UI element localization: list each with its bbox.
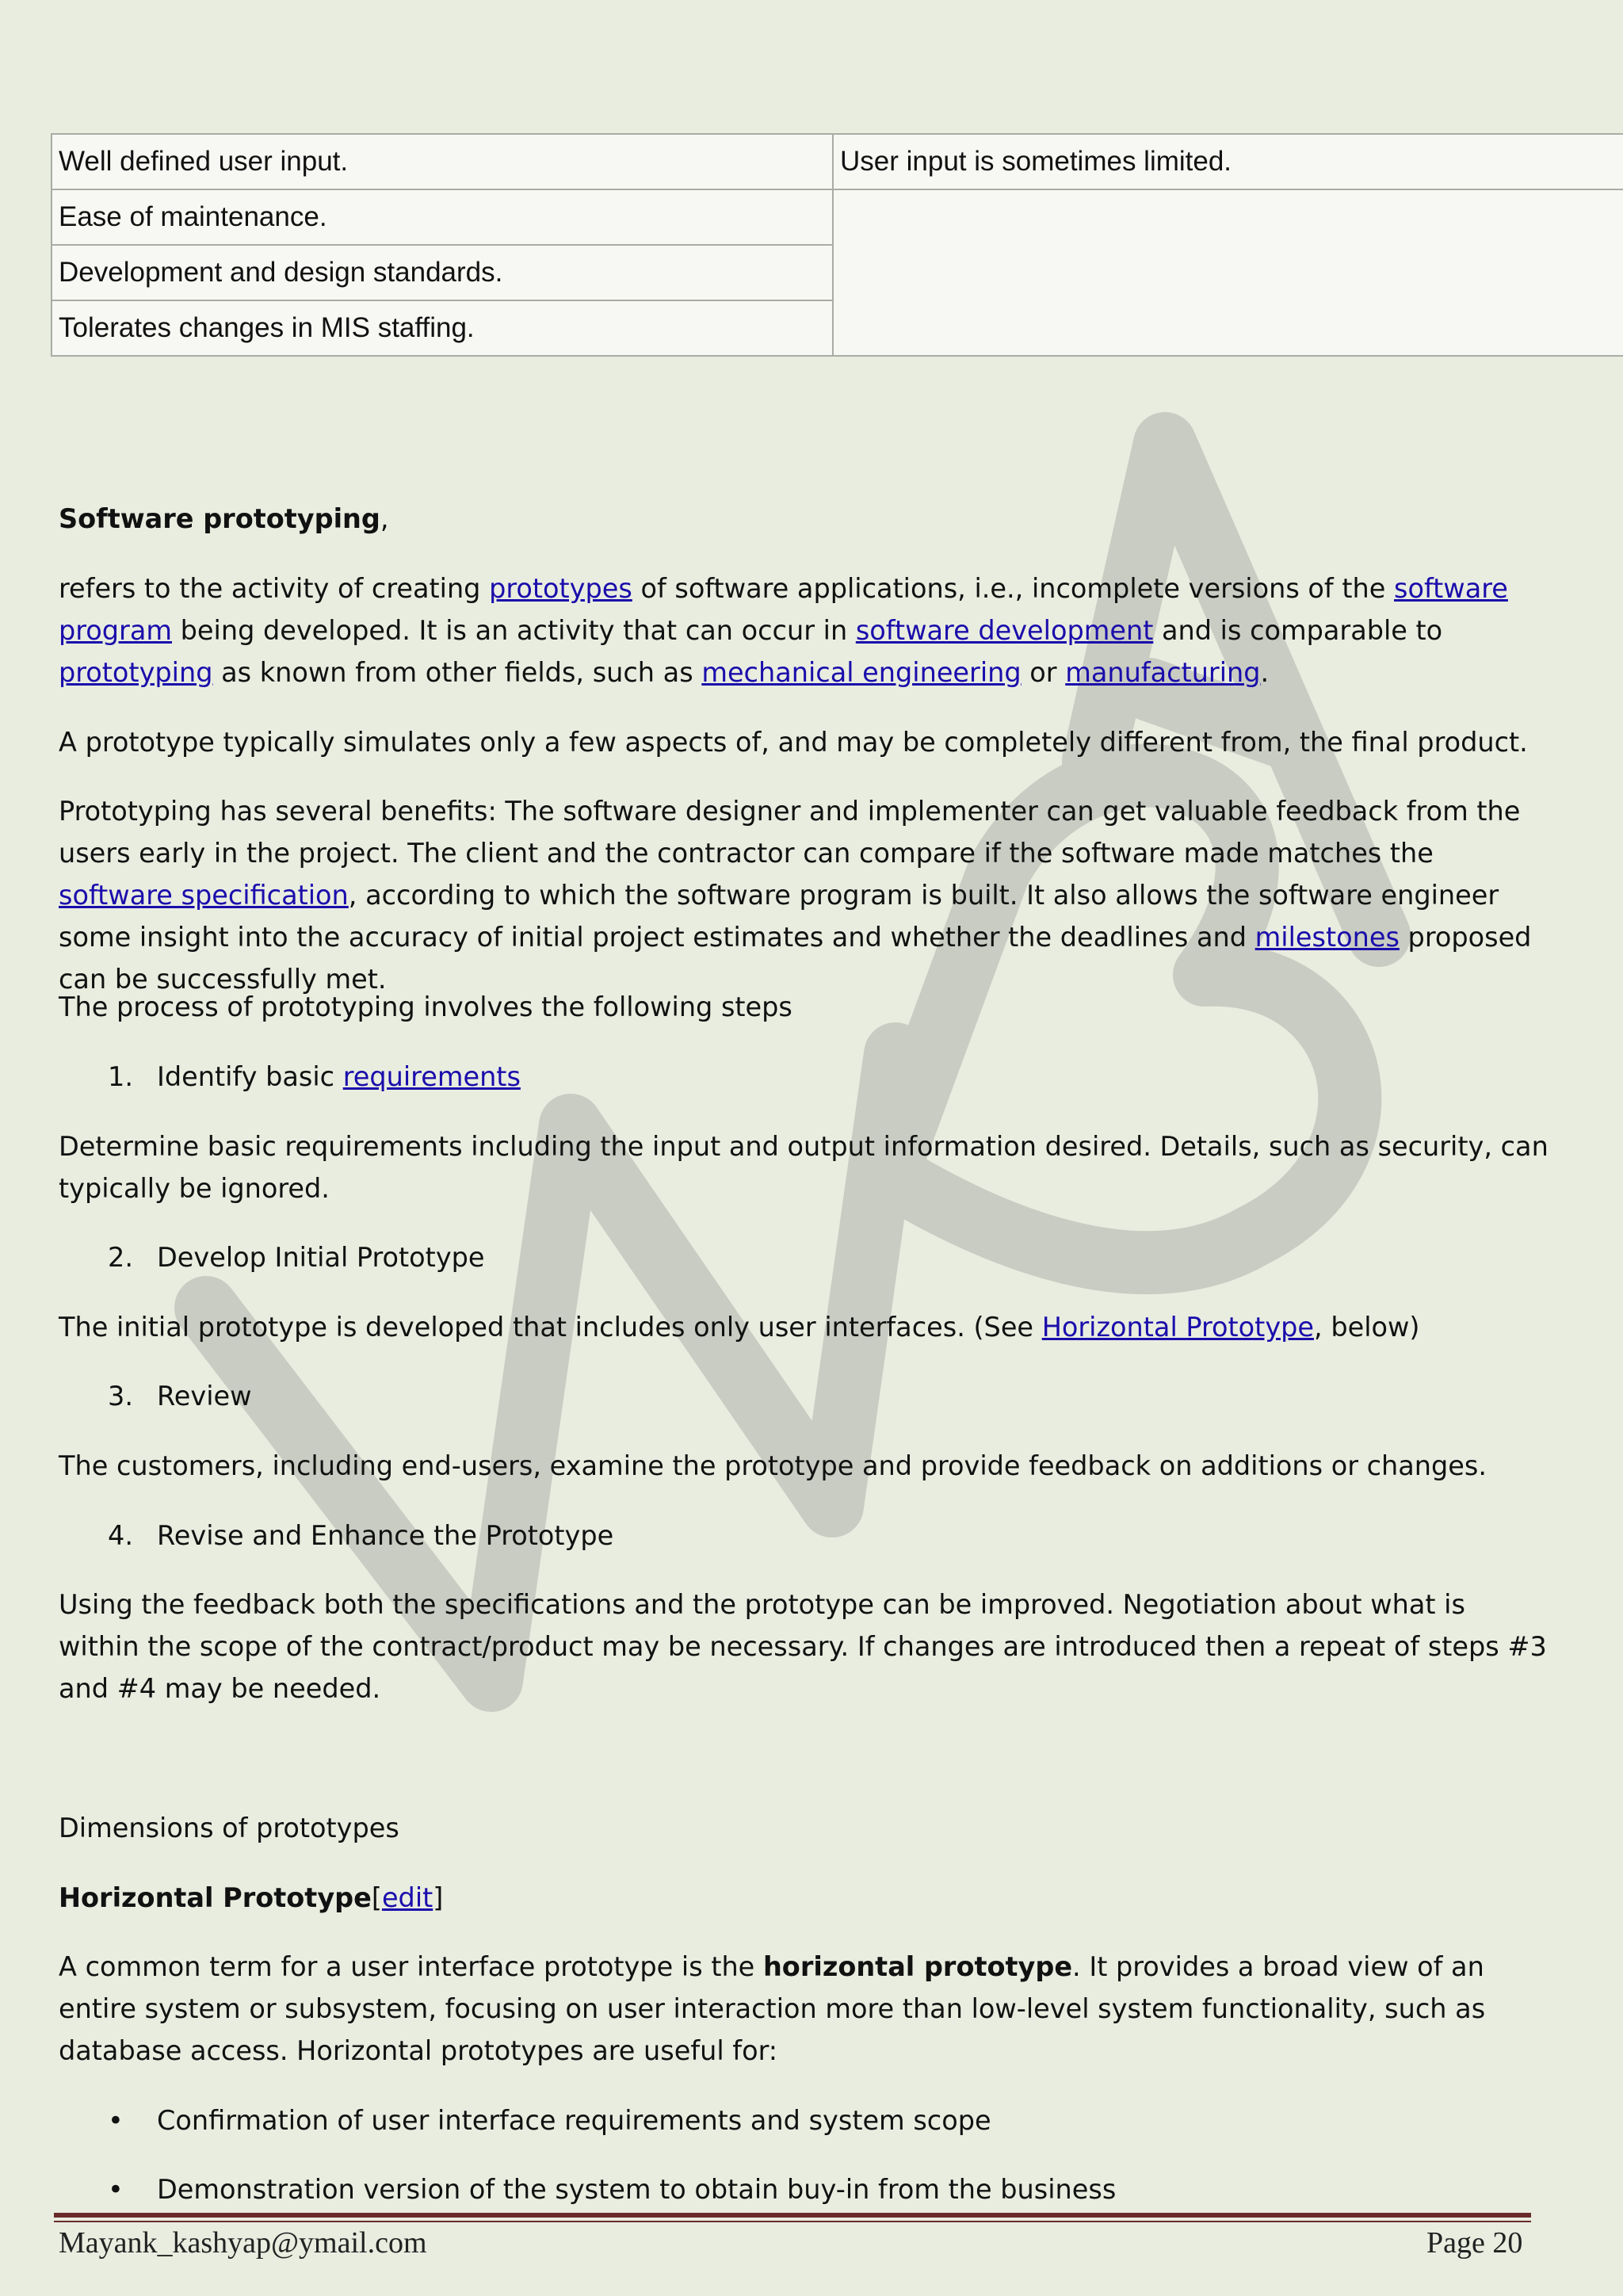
- table-cell: Well defined user input.: [52, 134, 833, 189]
- link-mechanical-engineering[interactable]: mechanical engineering: [701, 657, 1022, 688]
- step-item: [108, 1375, 252, 1417]
- text-span: , below): [1314, 1312, 1420, 1343]
- link-requirements[interactable]: requirements: [342, 1061, 521, 1092]
- step-number: 2.: [108, 1242, 133, 1273]
- link-software-development[interactable]: software development: [855, 615, 1154, 646]
- step-number: 4.: [108, 1520, 133, 1551]
- bracket: ]: [433, 1882, 444, 1913]
- step-item: [108, 1056, 521, 1098]
- text-span: proposed can be successfully met.: [59, 922, 1532, 995]
- dimensions-title: Dimensions of prototypes: [59, 1813, 399, 1843]
- step4-description: Using the feedback both the specifications and the prototype can be improved. Negotiation about what is within the scope of the contract/product may be necessary. If changes are introduced then a repeat of steps #3 and #4 may be needed.: [59, 1589, 1547, 1704]
- step-item: [108, 1515, 613, 1557]
- step-number: 1.: [108, 1061, 133, 1092]
- bullet-icon: •: [108, 2174, 124, 2205]
- text-span: and is comparable to: [1153, 615, 1443, 646]
- process-intro: The process of prototyping involves the following steps: [59, 991, 792, 1022]
- table-row: [52, 134, 1623, 189]
- footer-rule-thin: [54, 2221, 1531, 2222]
- text-span: being developed. It is an activity that can occur in: [172, 615, 856, 646]
- benefits-paragraph: [59, 790, 1549, 1000]
- step-text: Develop Initial Prototype: [157, 1242, 485, 1273]
- text-span: as known from other fields, such as: [212, 657, 702, 688]
- text-span: , according to which the software program is built. It also allows the software engineer some insight into the accuracy of initial project estimates and whether the deadlines and: [59, 880, 1499, 953]
- text-span: refers to the activity of creating: [59, 573, 490, 604]
- link-prototypes[interactable]: prototypes: [489, 573, 632, 604]
- step1-description: Determine basic requirements including the input and output information desired. Details, such as security, can typically be ignored.: [59, 1131, 1549, 1204]
- link-software-program[interactable]: software program: [59, 573, 1508, 646]
- bracket: [: [371, 1882, 382, 1913]
- comparison-table: [51, 133, 1623, 357]
- bullet-text: Confirmation of user interface requirements and system scope: [157, 2105, 991, 2136]
- step-text: Identify basic: [157, 1061, 343, 1092]
- step-number: 3.: [108, 1381, 133, 1412]
- link-prototyping[interactable]: prototyping: [59, 657, 213, 688]
- link-manufacturing[interactable]: manufacturing: [1065, 657, 1261, 688]
- text-span: of software applications, i.e., incomplete versions of the: [632, 573, 1394, 604]
- footer-email: Mayank_kashyap@ymail.com: [59, 2226, 427, 2260]
- watermark-text: MBA: [0, 0, 2, 1]
- link-milestones[interactable]: milestones: [1254, 922, 1400, 953]
- simulates-paragraph: A prototype typically simulates only a few aspects of, and may be completely different from, the final product.: [59, 727, 1528, 758]
- link-software-specification[interactable]: software specification: [59, 880, 349, 911]
- bold-term: horizontal prototype: [762, 1951, 1073, 1982]
- text-span: Prototyping has several benefits: The software designer and implementer can get valuable feedback from the users early in the project. The client and the contractor can compare if the software made matches the: [59, 796, 1521, 869]
- table-cell: Ease of maintenance.: [52, 189, 833, 245]
- step-text: Review: [157, 1381, 252, 1412]
- edit-link[interactable]: edit: [381, 1882, 433, 1913]
- heading-suffix: ,: [380, 503, 389, 534]
- link-horizontal-prototype[interactable]: Horizontal Prototype: [1041, 1312, 1315, 1343]
- footer-page-number: Page 20: [1426, 2226, 1523, 2260]
- table-cell: Tolerates changes in MIS staffing.: [52, 300, 833, 356]
- text-span: The initial prototype is developed that includes only user interfaces. (See: [59, 1312, 1042, 1343]
- footer-rule: [54, 2213, 1531, 2218]
- text-span: or: [1021, 657, 1066, 688]
- horizontal-title: Horizontal Prototype: [59, 1882, 372, 1913]
- section-heading: [59, 498, 1549, 540]
- list-item: [108, 2168, 1116, 2210]
- horizontal-paragraph: [59, 1946, 1549, 2072]
- step-item: [108, 1236, 485, 1278]
- table-row: [52, 189, 1623, 245]
- text-span: . It provides a broad view of an entire system or subsystem, focusing on user interaction more than low-level system functionality, such as database access. Horizontal prototypes are useful for:: [59, 1951, 1486, 2066]
- list-item: [108, 2099, 991, 2141]
- text-span: .: [1260, 657, 1270, 688]
- bullet-icon: •: [108, 2105, 124, 2136]
- text-span: A common term for a user interface prototype is the: [59, 1951, 763, 1982]
- step2-description: [59, 1306, 1549, 1348]
- table-cell: User input is sometimes limited.: [833, 134, 1623, 189]
- table-cell: Development and design standards.: [52, 245, 833, 300]
- table-cell-empty: [833, 189, 1623, 356]
- horizontal-heading: [59, 1877, 1549, 1919]
- bullet-text: Demonstration version of the system to obtain buy-in from the business: [157, 2174, 1117, 2205]
- step3-description: The customers, including end-users, examine the prototype and provide feedback on additions or changes.: [59, 1450, 1487, 1481]
- step-text: Revise and Enhance the Prototype: [157, 1520, 614, 1551]
- heading-bold: Software prototyping: [59, 503, 380, 534]
- intro-paragraph: [59, 567, 1549, 693]
